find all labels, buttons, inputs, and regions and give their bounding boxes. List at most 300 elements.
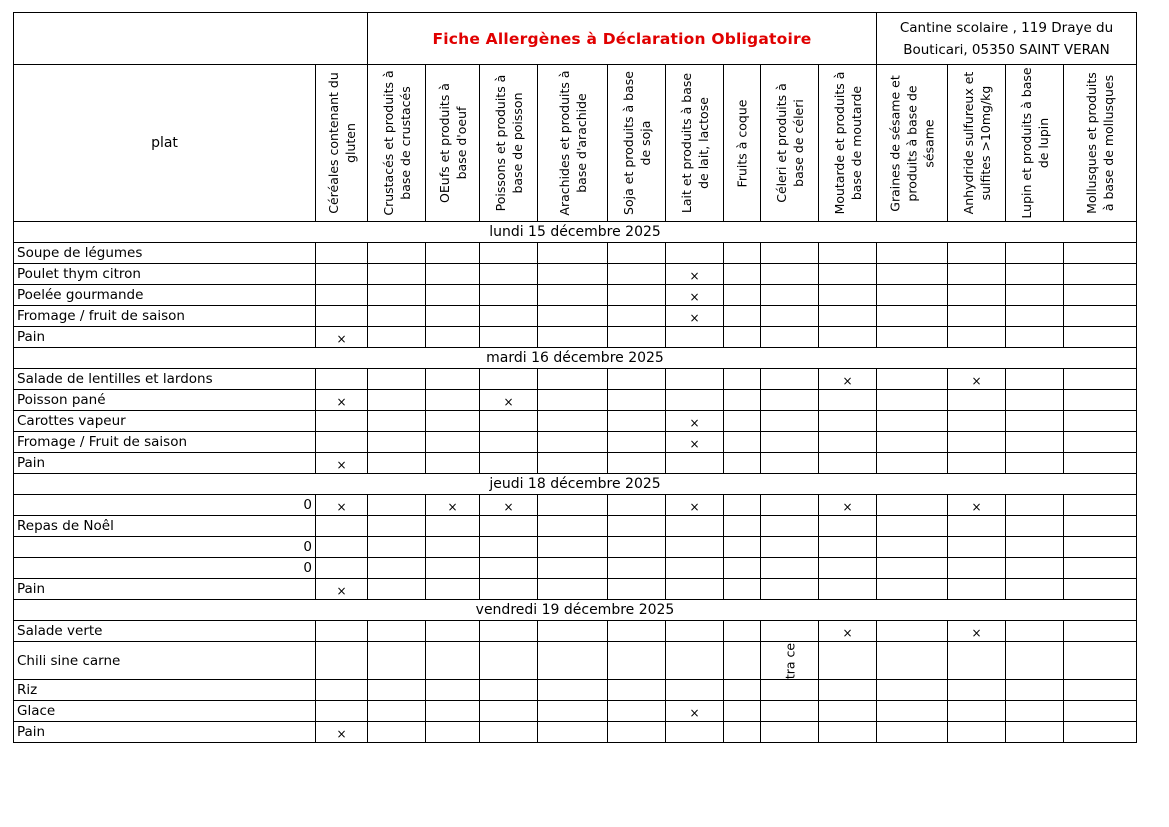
allergen-cell xyxy=(877,285,948,306)
allergen-cell xyxy=(724,327,761,348)
allergen-cell xyxy=(761,369,819,390)
allergen-cell xyxy=(1006,516,1064,537)
dish-row xyxy=(14,390,1137,411)
allergen-cell xyxy=(426,264,480,285)
allergen-cell xyxy=(761,285,819,306)
allergen-cell xyxy=(819,306,877,327)
allergen-cell xyxy=(480,722,538,743)
plat-column-header: plat xyxy=(14,65,316,222)
allergen-cell xyxy=(877,537,948,558)
allergen-cell xyxy=(480,369,538,390)
allergen-cell xyxy=(877,411,948,432)
allergen-cell xyxy=(948,306,1006,327)
allergen-cell xyxy=(316,642,368,680)
allergen-cell xyxy=(1064,264,1137,285)
allergen-cell xyxy=(1006,495,1064,516)
allergen-cell xyxy=(1064,411,1137,432)
allergen-cell xyxy=(480,680,538,701)
allergen-cell xyxy=(819,680,877,701)
allergen-cell xyxy=(426,369,480,390)
allergen-cell xyxy=(538,369,608,390)
allergen-mark: × xyxy=(666,701,724,722)
allergen-cell xyxy=(316,537,368,558)
allergen-header-4 xyxy=(538,65,608,222)
allergen-cell xyxy=(426,558,480,579)
allergen-cell xyxy=(724,516,761,537)
allergen-cell xyxy=(948,285,1006,306)
allergen-cell xyxy=(368,621,426,642)
dish-name: Soupe de légumes xyxy=(14,243,316,264)
allergen-cell xyxy=(1006,243,1064,264)
dish-name: Chili sine carne xyxy=(14,642,316,680)
allergen-label: Anhydride sulfureux et sulfites >10mg/kg xyxy=(960,71,993,215)
allergen-cell xyxy=(1006,264,1064,285)
allergen-cell xyxy=(1064,701,1137,722)
allergen-cell xyxy=(761,495,819,516)
allergen-cell xyxy=(761,432,819,453)
allergen-cell xyxy=(1006,432,1064,453)
blank-corner-cell xyxy=(14,13,368,65)
day-row xyxy=(14,348,1137,369)
allergen-cell xyxy=(948,411,1006,432)
allergen-header-0 xyxy=(316,65,368,222)
day-label: jeudi 18 décembre 2025 xyxy=(14,474,1137,495)
dish-name: Fromage / fruit de saison xyxy=(14,306,316,327)
allergen-header-10 xyxy=(877,65,948,222)
dish-row xyxy=(14,453,1137,474)
allergen-cell xyxy=(1006,411,1064,432)
day-label: mardi 16 décembre 2025 xyxy=(14,348,1137,369)
allergen-cell xyxy=(368,516,426,537)
allergen-cell xyxy=(1006,453,1064,474)
allergen-cell xyxy=(426,411,480,432)
allergen-header-9 xyxy=(819,65,877,222)
allergen-cell xyxy=(724,558,761,579)
allergen-cell xyxy=(368,722,426,743)
allergen-cell xyxy=(426,722,480,743)
dish-row xyxy=(14,369,1137,390)
allergen-cell xyxy=(538,306,608,327)
allergen-cell xyxy=(948,642,1006,680)
allergen-cell xyxy=(316,621,368,642)
allergen-cell xyxy=(316,680,368,701)
day-label: vendredi 19 décembre 2025 xyxy=(14,600,1137,621)
allergen-cell xyxy=(724,243,761,264)
allergen-header-13 xyxy=(1064,65,1137,222)
dish-name: 0 xyxy=(14,537,316,558)
allergen-cell xyxy=(1006,390,1064,411)
allergen-cell xyxy=(666,537,724,558)
allergen-cell xyxy=(538,537,608,558)
allergen-cell xyxy=(538,558,608,579)
allergen-cell xyxy=(480,621,538,642)
dish-row xyxy=(14,327,1137,348)
dish-row xyxy=(14,642,1137,680)
allergen-cell xyxy=(877,264,948,285)
allergen-cell xyxy=(368,432,426,453)
allergen-cell xyxy=(538,264,608,285)
dish-name: 0 xyxy=(14,558,316,579)
allergen-cell xyxy=(761,537,819,558)
allergen-cell xyxy=(819,264,877,285)
day-label: lundi 15 décembre 2025 xyxy=(14,222,1137,243)
dish-row xyxy=(14,579,1137,600)
allergen-cell xyxy=(819,243,877,264)
dish-row xyxy=(14,432,1137,453)
day-row xyxy=(14,222,1137,243)
allergen-mark: × xyxy=(480,495,538,516)
allergen-cell xyxy=(316,264,368,285)
allergen-cell xyxy=(1064,579,1137,600)
allergen-cell xyxy=(608,495,666,516)
allergen-cell xyxy=(480,264,538,285)
dish-row xyxy=(14,243,1137,264)
allergen-header-12 xyxy=(1006,65,1064,222)
allergen-cell xyxy=(608,579,666,600)
allergen-table xyxy=(13,12,1137,743)
allergen-mark: × xyxy=(819,621,877,642)
dish-name: Poelée gourmande xyxy=(14,285,316,306)
allergen-cell xyxy=(948,579,1006,600)
allergen-cell xyxy=(368,369,426,390)
dish-row xyxy=(14,722,1137,743)
allergen-trace-cell xyxy=(761,642,819,680)
allergen-cell xyxy=(538,621,608,642)
allergen-mark: × xyxy=(948,369,1006,390)
allergen-cell xyxy=(819,390,877,411)
allergen-cell xyxy=(368,411,426,432)
allergen-cell xyxy=(368,327,426,348)
allergen-cell xyxy=(666,369,724,390)
allergen-header-6 xyxy=(666,65,724,222)
dish-row xyxy=(14,516,1137,537)
allergen-cell xyxy=(666,327,724,348)
allergen-cell xyxy=(368,495,426,516)
allergen-cell xyxy=(426,701,480,722)
dish-name: Pain xyxy=(14,327,316,348)
allergen-cell xyxy=(877,390,948,411)
allergen-cell xyxy=(608,621,666,642)
allergen-cell xyxy=(608,390,666,411)
allergen-cell xyxy=(1064,369,1137,390)
allergen-cell xyxy=(948,537,1006,558)
allergen-cell xyxy=(316,558,368,579)
allergen-cell xyxy=(608,306,666,327)
allergen-cell xyxy=(724,722,761,743)
allergen-cell xyxy=(761,264,819,285)
allergen-cell xyxy=(426,285,480,306)
allergen-cell xyxy=(1006,306,1064,327)
allergen-cell xyxy=(316,285,368,306)
allergen-header-8 xyxy=(761,65,819,222)
allergen-cell xyxy=(426,243,480,264)
allergen-cell xyxy=(666,621,724,642)
allergen-cell xyxy=(608,453,666,474)
allergen-cell xyxy=(877,516,948,537)
allergen-cell xyxy=(761,516,819,537)
allergen-cell xyxy=(948,558,1006,579)
allergen-header-row xyxy=(14,65,1137,222)
allergen-cell xyxy=(724,453,761,474)
allergen-cell xyxy=(316,701,368,722)
allergen-cell xyxy=(724,621,761,642)
allergen-cell xyxy=(480,411,538,432)
allergen-cell xyxy=(819,579,877,600)
allergen-cell xyxy=(316,243,368,264)
allergen-cell xyxy=(724,411,761,432)
allergen-cell xyxy=(480,285,538,306)
allergen-cell xyxy=(724,680,761,701)
allergen-cell xyxy=(1064,432,1137,453)
allergen-cell xyxy=(368,579,426,600)
allergen-cell xyxy=(480,558,538,579)
allergen-cell xyxy=(368,537,426,558)
page-title: Fiche Allergènes à Déclaration Obligatoire xyxy=(368,13,877,65)
allergen-cell xyxy=(368,390,426,411)
dish-row xyxy=(14,285,1137,306)
dish-name: 0 xyxy=(14,495,316,516)
allergen-cell xyxy=(368,558,426,579)
allergen-cell xyxy=(480,701,538,722)
allergen-cell xyxy=(608,558,666,579)
allergen-cell xyxy=(480,537,538,558)
allergen-cell xyxy=(608,701,666,722)
title-row xyxy=(14,13,1137,65)
allergen-trace: tra ce xyxy=(782,642,797,679)
allergen-header-11 xyxy=(948,65,1006,222)
dish-row xyxy=(14,537,1137,558)
allergen-cell xyxy=(1006,558,1064,579)
allergen-cell xyxy=(877,680,948,701)
allergen-cell xyxy=(608,642,666,680)
canteen-address: Cantine scolaire , 119 Draye du Bouticari, 05350 SAINT VERAN xyxy=(877,13,1137,65)
allergen-cell xyxy=(426,306,480,327)
allergen-cell xyxy=(761,680,819,701)
allergen-cell xyxy=(608,285,666,306)
allergen-label: Moutarde et produits à base de moutarde xyxy=(831,71,864,215)
allergen-cell xyxy=(666,722,724,743)
allergen-cell xyxy=(426,453,480,474)
allergen-cell xyxy=(538,285,608,306)
allergen-cell xyxy=(480,432,538,453)
allergen-cell xyxy=(819,701,877,722)
allergen-cell xyxy=(948,516,1006,537)
allergen-header-1 xyxy=(368,65,426,222)
allergen-cell xyxy=(368,243,426,264)
allergen-cell xyxy=(538,327,608,348)
allergen-label: OEufs et produits à base d'oeuf xyxy=(436,83,469,203)
allergen-cell xyxy=(761,453,819,474)
dish-name: Salade de lentilles et lardons xyxy=(14,369,316,390)
allergen-cell xyxy=(1064,516,1137,537)
allergen-cell xyxy=(538,701,608,722)
allergen-cell xyxy=(1064,621,1137,642)
allergen-cell xyxy=(1064,558,1137,579)
allergen-cell xyxy=(426,642,480,680)
allergen-cell xyxy=(819,558,877,579)
allergen-cell xyxy=(1064,390,1137,411)
allergen-cell xyxy=(426,579,480,600)
allergen-cell xyxy=(761,621,819,642)
allergen-label: Soja et produits à base de soja xyxy=(620,71,653,215)
allergen-cell xyxy=(1006,537,1064,558)
dish-name: Pain xyxy=(14,453,316,474)
allergen-cell xyxy=(316,369,368,390)
allergen-cell xyxy=(819,722,877,743)
allergen-cell xyxy=(1006,579,1064,600)
dish-row xyxy=(14,495,1137,516)
allergen-label: Poissons et produits à base de poisson xyxy=(492,74,525,212)
allergen-cell xyxy=(538,411,608,432)
dish-row xyxy=(14,558,1137,579)
allergen-mark: × xyxy=(316,495,368,516)
allergen-cell xyxy=(538,243,608,264)
allergen-cell xyxy=(877,495,948,516)
allergen-cell xyxy=(1006,722,1064,743)
allergen-cell xyxy=(316,432,368,453)
allergen-cell xyxy=(426,680,480,701)
allergen-cell xyxy=(426,327,480,348)
dish-row xyxy=(14,411,1137,432)
allergen-cell xyxy=(368,642,426,680)
dish-name: Repas de Noêl xyxy=(14,516,316,537)
allergen-cell xyxy=(1064,680,1137,701)
allergen-cell xyxy=(538,495,608,516)
dish-row xyxy=(14,306,1137,327)
allergen-cell xyxy=(724,432,761,453)
allergen-cell xyxy=(608,243,666,264)
allergen-cell xyxy=(1064,306,1137,327)
allergen-cell xyxy=(608,327,666,348)
allergen-mark: × xyxy=(666,495,724,516)
allergen-cell xyxy=(819,285,877,306)
allergen-cell xyxy=(877,243,948,264)
allergen-cell xyxy=(316,411,368,432)
allergen-cell xyxy=(368,701,426,722)
dish-row xyxy=(14,680,1137,701)
dish-name: Carottes vapeur xyxy=(14,411,316,432)
allergen-cell xyxy=(538,579,608,600)
allergen-cell xyxy=(724,306,761,327)
allergen-cell xyxy=(1006,369,1064,390)
allergen-cell xyxy=(761,243,819,264)
allergen-cell xyxy=(1006,285,1064,306)
allergen-mark: × xyxy=(316,390,368,411)
allergen-mark: × xyxy=(666,264,724,285)
allergen-cell xyxy=(877,722,948,743)
allergen-cell xyxy=(426,432,480,453)
allergen-mark: × xyxy=(666,285,724,306)
allergen-cell xyxy=(1006,327,1064,348)
allergen-cell xyxy=(877,432,948,453)
allergen-cell xyxy=(368,453,426,474)
allergen-cell xyxy=(877,306,948,327)
allergen-label: Fruits à coque xyxy=(734,99,750,187)
dish-row xyxy=(14,264,1137,285)
allergen-header-5 xyxy=(608,65,666,222)
allergen-cell xyxy=(666,642,724,680)
allergen-mark: × xyxy=(316,722,368,743)
allergen-cell xyxy=(761,327,819,348)
dish-name: Pain xyxy=(14,579,316,600)
allergen-mark: × xyxy=(948,495,1006,516)
allergen-cell xyxy=(948,432,1006,453)
allergen-mark: × xyxy=(426,495,480,516)
allergen-cell xyxy=(1006,701,1064,722)
allergen-cell xyxy=(480,327,538,348)
allergen-cell xyxy=(608,537,666,558)
allergen-cell xyxy=(538,680,608,701)
allergen-cell xyxy=(316,516,368,537)
allergen-cell xyxy=(1064,642,1137,680)
allergen-cell xyxy=(724,642,761,680)
allergen-cell xyxy=(426,537,480,558)
allergen-cell xyxy=(666,453,724,474)
dish-name: Salade verte xyxy=(14,621,316,642)
allergen-mark: × xyxy=(480,390,538,411)
allergen-cell xyxy=(666,516,724,537)
allergen-cell xyxy=(608,516,666,537)
allergen-cell xyxy=(368,680,426,701)
allergen-cell xyxy=(538,390,608,411)
allergen-cell xyxy=(877,642,948,680)
allergen-cell xyxy=(948,680,1006,701)
allergen-cell xyxy=(608,264,666,285)
allergen-cell xyxy=(368,264,426,285)
allergen-cell xyxy=(819,411,877,432)
allergen-cell xyxy=(608,432,666,453)
allergen-header-3 xyxy=(480,65,538,222)
allergen-cell xyxy=(877,369,948,390)
allergen-cell xyxy=(948,453,1006,474)
allergen-cell xyxy=(480,516,538,537)
allergen-label: Arachides et produits à base d'arachide xyxy=(556,70,589,216)
dish-row xyxy=(14,621,1137,642)
allergen-cell xyxy=(724,701,761,722)
allergen-label: Crustacés et produits à base de crustacés xyxy=(380,70,413,216)
dish-name: Poisson pané xyxy=(14,390,316,411)
allergen-cell xyxy=(480,306,538,327)
allergen-cell xyxy=(877,327,948,348)
allergen-cell xyxy=(948,264,1006,285)
allergen-cell xyxy=(1064,243,1137,264)
allergen-cell xyxy=(761,390,819,411)
allergen-cell xyxy=(368,285,426,306)
allergen-cell xyxy=(666,680,724,701)
allergen-cell xyxy=(666,390,724,411)
allergen-cell xyxy=(538,516,608,537)
allergen-cell xyxy=(948,722,1006,743)
allergen-cell xyxy=(819,516,877,537)
allergen-cell xyxy=(724,390,761,411)
allergen-cell xyxy=(426,390,480,411)
allergen-cell xyxy=(948,390,1006,411)
allergen-mark: × xyxy=(819,495,877,516)
allergen-mark: × xyxy=(819,369,877,390)
allergen-cell xyxy=(1006,680,1064,701)
allergen-cell xyxy=(724,537,761,558)
dish-name: Riz xyxy=(14,680,316,701)
allergen-cell xyxy=(426,621,480,642)
allergen-cell xyxy=(608,369,666,390)
allergen-cell xyxy=(666,579,724,600)
allergen-cell xyxy=(1064,722,1137,743)
allergen-mark: × xyxy=(316,453,368,474)
allergen-cell xyxy=(761,722,819,743)
allergen-cell xyxy=(724,369,761,390)
allergen-mark: × xyxy=(666,411,724,432)
dish-row xyxy=(14,701,1137,722)
